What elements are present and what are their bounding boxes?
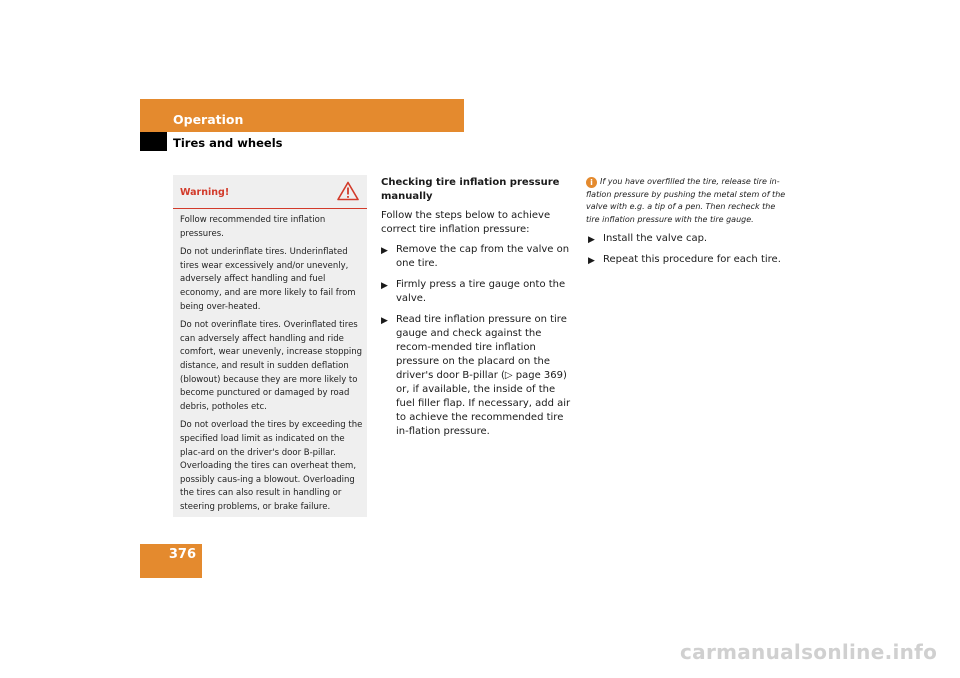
page-number: 376 (168, 547, 196, 562)
info-note (586, 176, 786, 226)
footer-watermark: carmanualsonline.info (680, 640, 938, 664)
warning-paragraph: Do not overinflate tires. Overinflated tires can adversely affect handling and ride comfort, wear unevenly, increase stopping distance, and result in sudden deflation (blowout) because they are more likely to become punctured or damaged by road debris, potholes etc. (180, 320, 363, 412)
procedure-step (588, 253, 783, 267)
info-text: If you have overfilled the tire, release tire in-flation pressure by pushing the metal stem of the valve with e.g. a tip of a pen. Then recheck the tire inflation pressure with the tire gauge. (586, 177, 786, 224)
step-text: Repeat this procedure for each tire. (603, 254, 781, 265)
step-text: Read tire inflation pressure on tire gauge and check against the recom-mended tire inflation pressure on the placard on the driver's door B-pillar (▷ page 369) or, if available, the inside of the fuel filler flap. If necessary, add air to achieve the recommended tire in-flation pressure. (396, 314, 571, 437)
procedure-step (381, 278, 576, 306)
bullet-arrow-icon: ▶ (588, 235, 595, 245)
procedure-heading: Checking tire inflation pressure manually (381, 177, 560, 202)
subsection-title: Tires and wheels (173, 136, 283, 150)
step-text: Remove the cap from the valve on one tire. (396, 244, 570, 269)
procedure-column (381, 176, 576, 446)
warning-paragraph: Follow recommended tire inflation pressures. (180, 215, 326, 239)
warning-triangle-icon (337, 181, 359, 201)
bullet-arrow-icon: ▶ (381, 281, 388, 291)
warning-box (173, 175, 367, 517)
procedure-step (381, 243, 576, 271)
page-number-box (140, 544, 202, 578)
section-title: Operation (173, 112, 244, 127)
procedure-intro: Follow the steps below to achieve correct tire inflation pressure: (381, 210, 551, 235)
procedure-step (588, 232, 783, 246)
warning-text (180, 214, 364, 519)
warning-paragraph: Do not underinflate tires. Underinflated tires wear excessively and/or unevenly, adversely affect handling and fuel economy, and are more likely to fail from being over-heated. (180, 247, 356, 312)
procedure-continued-column (588, 232, 783, 274)
warning-title: Warning! (180, 187, 230, 198)
info-icon: i (586, 177, 597, 188)
section-header-bar (140, 99, 464, 132)
procedure-step (381, 313, 576, 439)
step-text: Install the valve cap. (603, 233, 708, 244)
bullet-arrow-icon: ▶ (381, 246, 388, 256)
section-marker (140, 132, 167, 151)
warning-paragraph: Do not overload the tires by exceeding the specified load limit as indicated on the plac-ard on the driver's door B-pillar. Overloading the tires can overheat them, possibly caus-ing a blowout. Overloading the tires can also result in handling or steering problems, or brake failure. (180, 420, 363, 512)
warning-header (173, 175, 367, 209)
bullet-arrow-icon: ▶ (381, 316, 388, 326)
step-text: Firmly press a tire gauge onto the valve. (396, 279, 566, 304)
bullet-arrow-icon: ▶ (588, 256, 595, 266)
